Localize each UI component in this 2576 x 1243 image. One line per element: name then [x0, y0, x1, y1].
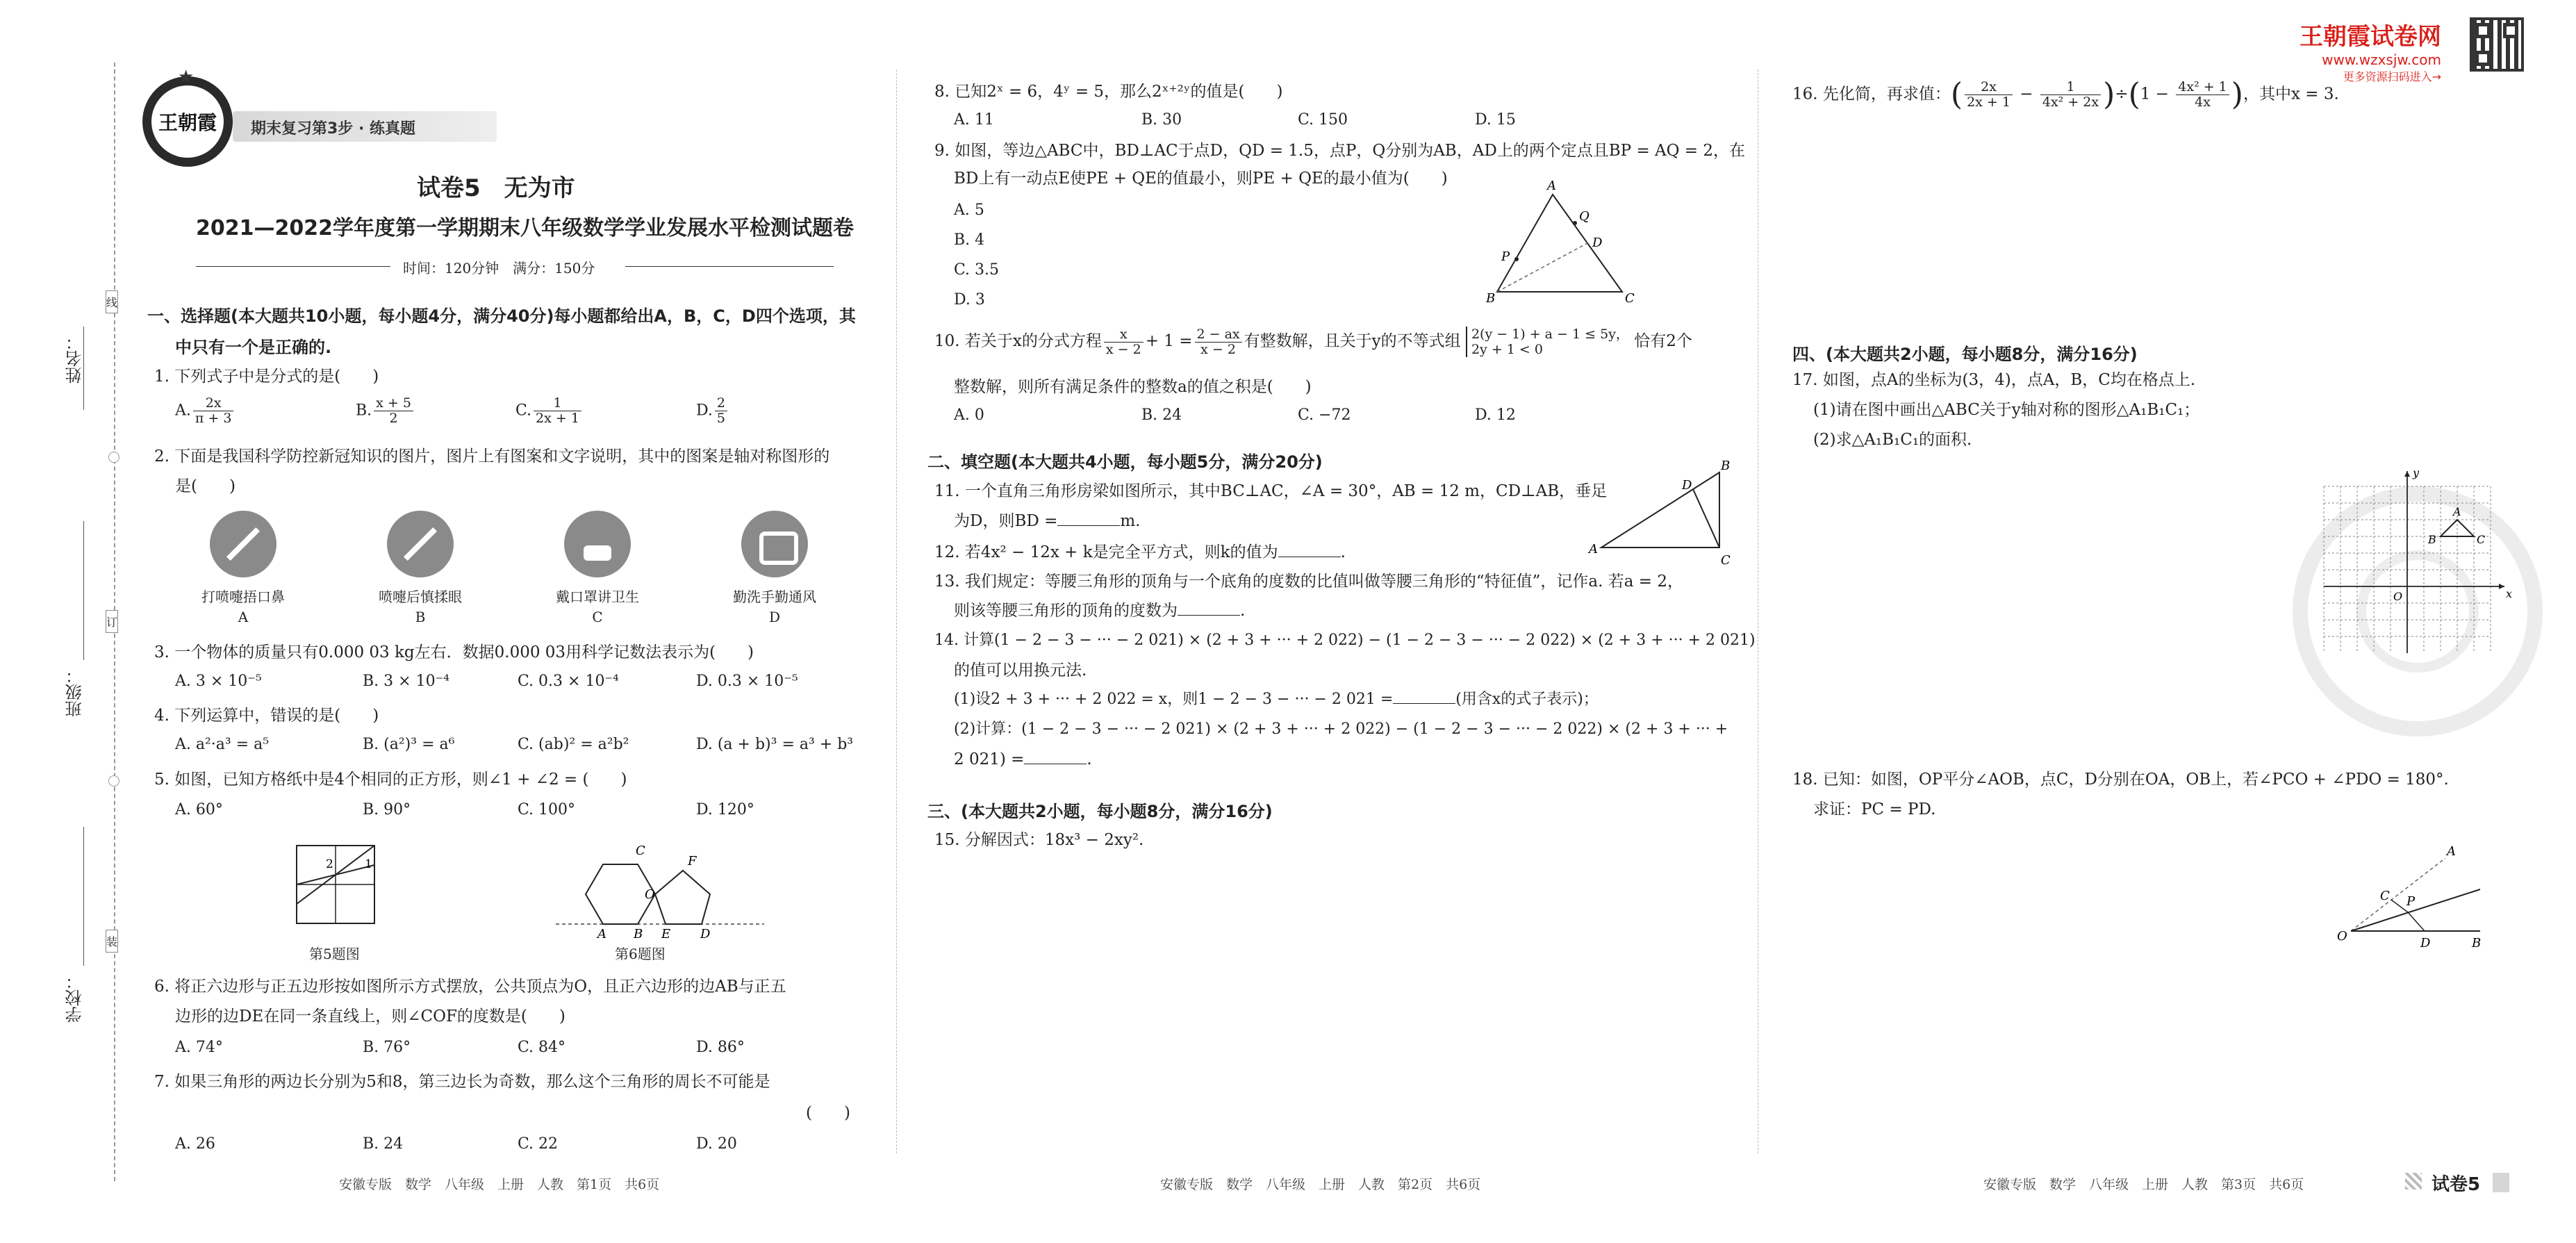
q3-option-c[interactable]: C. 0.3 × 10⁻⁴	[518, 673, 619, 690]
question-12: 12. 若4x² − 12x + k是完全平方式，则k的值为 .	[934, 541, 1346, 564]
q9-option-c[interactable]: C. 3.5	[954, 261, 1000, 279]
svg-text:C: C	[1625, 291, 1635, 306]
q5-option-c[interactable]: C. 100°	[518, 801, 576, 818]
svg-text:A: A	[1589, 542, 1598, 557]
class-field[interactable]	[63, 667, 90, 778]
q1-option-a[interactable]: A. $\frac{2x}{\pi + 3}$	[175, 396, 236, 426]
q7-option-d[interactable]: D. 20	[696, 1135, 737, 1153]
q15-answer-area[interactable]	[934, 862, 1699, 1153]
q4-option-a[interactable]: A. a²·a³ = a⁵	[175, 736, 270, 753]
q2-image-d[interactable]	[733, 511, 816, 629]
q2-caption-d: 勤洗手勤通风	[733, 588, 816, 605]
svg-text:2: 2	[326, 857, 333, 871]
binding-mark-3: 装	[106, 930, 118, 953]
column-divider-1	[896, 69, 897, 1153]
question-17-part-1: (1)请在图中画出△ABC关于y轴对称的图形△A₁B₁C₁；	[1813, 401, 2200, 419]
footer-page-2: 安徽专版 数学 八年级 上册 人教 第2页 共6页	[1160, 1177, 1481, 1192]
svg-text:x: x	[2506, 587, 2513, 600]
q14-part-1-blank[interactable]	[1393, 688, 1455, 704]
figure-18-angle	[2334, 830, 2515, 955]
section-3-heading: 三、(本大题共2小题，每小题8分，满分16分)	[927, 802, 1273, 821]
q10-end: 恰有2个	[1634, 332, 1692, 350]
svg-text:C: C	[1721, 553, 1731, 568]
qr-code-icon[interactable]	[2470, 17, 2524, 72]
section-2-heading: 二、填空题(本大题共4小题，每小题5分，满分20分)	[927, 452, 1323, 472]
svg-text:O: O	[645, 887, 655, 902]
q7-option-c[interactable]: C. 22	[518, 1135, 559, 1153]
q1-option-d[interactable]: D. $\frac{2}{5}$	[696, 396, 729, 426]
figure-9-triangle	[1483, 177, 1650, 309]
q12-answer-blank[interactable]	[1278, 541, 1341, 557]
svg-text:D: D	[1592, 236, 1603, 250]
q9-option-b[interactable]: B. 4	[954, 231, 985, 249]
question-14-part-1: (1)设2 + 3 + ··· + 2 022 = x，则1 − 2 − 3 − ··· − 2 021 = (用含x的式子表示)；	[954, 688, 1599, 711]
q10-option-d[interactable]: D. 12	[1475, 406, 1516, 424]
question-11: 11. 一个直角三角形房梁如图所示，其中BC⊥AC，∠A = 30°，AB = 12 m，CD⊥AB，垂足	[934, 482, 1608, 500]
q2-image-b[interactable]	[379, 511, 462, 629]
name-field[interactable]	[63, 334, 90, 445]
q1-option-b[interactable]: B. $\frac{x + 5}{2}$	[356, 396, 415, 426]
figure-5-caption: 第5题图	[309, 946, 360, 962]
question-9: 9. 如图，等边△ABC中，BD⊥AC于点D，QD = 1.5，点P，Q分别为AB，AD上的两个定点且BP = AQ = 2，在	[934, 142, 1746, 160]
exam-meta-rule-right	[625, 266, 834, 267]
question-2-cont: 是( )	[175, 477, 236, 495]
question-17: 17. 如图，点A的坐标为(3，4)，点A，B，C均在格点上.	[1792, 371, 2196, 389]
figure-6-caption: 第6题图	[615, 946, 666, 962]
question-16: 16. 先化简，再求值：( $\frac{2x}{2x + 1}$ − $\frac{1}{\text{4x² + 2x}}$ )÷(1 − $\frac{\text{4x² + 1}}{4x}$ )，其中x = 3.	[1792, 76, 2339, 113]
q2-letter-d: D	[768, 609, 781, 625]
q2-letter-b: B	[415, 609, 426, 625]
site-logo	[2300, 17, 2441, 84]
question-11-cont: 为D，则BD = m.	[954, 509, 1141, 533]
question-3: 3. 一个物体的质量只有0.000 03 kg左右．数据0.000 03用科学记数法表示为( )	[154, 643, 754, 661]
question-10: 10. 若关于x的分式方程 $\frac{x}{x - 2}$ + 1 = $\frac{2 - ax}{x - 2}$ 有整数解，且关于y的不等式组 2(y − 1) + a − 1 ≤ 5y， 2y + 1 < 0 恰有2个	[934, 326, 1692, 357]
name-label: 姓名：	[65, 334, 85, 384]
page-corner-marker	[2405, 1173, 2422, 1190]
binding-mark-1: 线	[106, 290, 118, 313]
q2-image-c[interactable]	[556, 511, 639, 629]
question-1: 1. 下列式子中是分式的是( )	[154, 368, 379, 386]
exam-meta: 时间：120分钟 满分：150分	[403, 260, 595, 277]
q10-option-b[interactable]: B. 24	[1141, 406, 1182, 424]
brand-badge-text: 王朝霞	[158, 111, 217, 134]
exam-title: 试卷5 无为市	[417, 174, 575, 202]
q2-letter-a: A	[238, 609, 249, 625]
q10-option-a[interactable]: A. 0	[954, 406, 984, 424]
q1-options	[175, 396, 800, 438]
svg-text:P: P	[2406, 894, 2416, 909]
svg-text:D: D	[700, 927, 711, 941]
svg-text:B: B	[2472, 936, 2482, 950]
exam-subtitle: 2021—2022学年度第一学期期末八年级数学学业发展水平检测试题卷	[196, 216, 854, 240]
q2-letter-c: C	[592, 609, 603, 625]
hand-wash-icon	[741, 511, 808, 577]
q9-option-a[interactable]: A. 5	[954, 201, 984, 219]
svg-text:1: 1	[365, 857, 372, 871]
paper-tag-bar	[2493, 1173, 2509, 1192]
q10-mid: + 1 =	[1145, 332, 1193, 350]
binding-hole-2	[108, 775, 119, 787]
svg-text:A: A	[2447, 844, 2456, 859]
figure-11-triangle	[1587, 459, 1733, 570]
q3-option-b[interactable]: B. 3 × 10⁻⁴	[363, 673, 449, 690]
q2-caption-b: 喷嚏后慎揉眼	[379, 588, 462, 605]
q10-system: 2(y − 1) + a − 1 ≤ 5y， 2y + 1 < 0	[1466, 327, 1629, 357]
question-13-cont: 则该等腰三角形的顶角的度数为 .	[954, 599, 1245, 623]
step-label: 期末复习第3步 · 练真题	[251, 120, 415, 138]
svg-text:D: D	[2420, 936, 2431, 950]
name-underline	[83, 327, 84, 410]
site-url[interactable]: www.wzxsjw.com	[2322, 51, 2441, 68]
svg-text:A: A	[1547, 179, 1556, 193]
svg-text:B: B	[2428, 533, 2436, 546]
question-18: 18. 已知：如图，OP平分∠AOB，点C，D分别在OA，OB上，若∠PCO + ∠PDO = 180°.	[1792, 771, 2449, 789]
figure-6-hexagon-pentagon	[556, 837, 764, 941]
q11-answer-blank[interactable]	[1057, 510, 1120, 526]
question-17-part-2: (2)求△A₁B₁C₁的面积.	[1813, 431, 1972, 449]
question-14-part-2: (2)计算：(1 − 2 − 3 − ··· − 2 021) × (2 + 3 + ··· + 2 022) − (1 − 2 − 3 − ··· − 2 022) × (2 + 3 + ··· +	[954, 721, 1728, 738]
q5-option-d[interactable]: D. 120°	[696, 801, 754, 818]
q5-option-b[interactable]: B. 90°	[363, 801, 411, 818]
q4-option-b[interactable]: B. (a²)³ = a⁶	[363, 736, 455, 753]
q3-option-d[interactable]: D. 0.3 × 10⁻⁵	[696, 673, 798, 690]
q10-prefix: 10. 若关于x的分式方程	[934, 332, 1102, 350]
question-7: 7. 如果三角形的两边长分别为5和8，第三边长为奇数，那么这个三角形的周长不可能是	[154, 1073, 770, 1091]
cover-sneeze-icon	[210, 511, 276, 577]
q7-option-a[interactable]: A. 26	[175, 1135, 215, 1153]
q6-option-a[interactable]: A. 74°	[175, 1039, 223, 1056]
footer-page-3: 安徽专版 数学 八年级 上册 人教 第3页 共6页	[1983, 1177, 2304, 1192]
section-1-heading-cont: 中只有一个是正确的.	[175, 338, 332, 357]
q8-option-c[interactable]: C. 150	[1298, 111, 1348, 129]
svg-text:C: C	[2380, 889, 2390, 903]
brand-badge	[142, 76, 233, 167]
school-label: 学校：	[65, 973, 85, 1023]
step-banner	[233, 111, 497, 142]
site-tagline: 更多资源扫码进入→	[2343, 70, 2441, 83]
q13-answer-blank[interactable]	[1178, 600, 1240, 616]
question-14: 14. 计算(1 − 2 − 3 − ··· − 2 021) × (2 + 3 + ··· + 2 022) − (1 − 2 − 3 − ··· − 2 022) × (2 + 3 + ··· + 2 021)	[934, 632, 1756, 649]
q2-image-a[interactable]	[201, 511, 285, 629]
question-14-part-2-cont: 2 021) = .	[954, 748, 1092, 771]
face-mask-icon	[564, 511, 631, 577]
q10-option-c[interactable]: C. −72	[1298, 406, 1351, 424]
svg-text:O: O	[2337, 929, 2347, 944]
question-15: 15. 分解因式：18x³ − 2xy².	[934, 831, 1144, 849]
svg-text:C: C	[2477, 533, 2486, 546]
q8-option-d[interactable]: D. 15	[1475, 111, 1516, 129]
q3-option-a[interactable]: A. 3 × 10⁻⁵	[175, 673, 262, 690]
question-13: 13. 我们规定：等腰三角形的顶角与一个底角的度数的比值叫做等腰三角形的“特征值”，记作a. 若a = 2，	[934, 573, 1683, 591]
paper-tag: 试卷5	[2431, 1174, 2481, 1195]
question-9-cont: BD上有一动点E使PE + QE的值最小，则PE + QE的最小值为( )	[954, 170, 1448, 188]
q1-option-c[interactable]: C. $\frac{1}{2x + 1}$	[515, 396, 584, 426]
svg-text:E: E	[661, 927, 671, 941]
footer-page-1: 安徽专版 数学 八年级 上册 人教 第1页 共6页	[339, 1177, 660, 1192]
q16-answer-area[interactable]	[1792, 139, 2522, 327]
svg-text:P: P	[1501, 249, 1510, 264]
svg-text:Q: Q	[1579, 209, 1590, 224]
school-underline	[83, 827, 84, 966]
question-2: 2. 下面是我国科学防控新冠知识的图片，图片上有图案和文字说明，其中的图案是轴对称图形的	[154, 447, 830, 466]
svg-text:A: A	[2453, 505, 2461, 518]
question-6: 6. 将正六边形与正五边形按如图所示方式摆放，公共顶点为O，且正六边形的边AB与正五	[154, 978, 786, 996]
no-eye-rub-icon	[387, 511, 454, 577]
q9-option-d[interactable]: D. 3	[954, 291, 985, 308]
svg-text:A: A	[597, 927, 606, 941]
q2-caption-c: 戴口罩讲卫生	[556, 588, 639, 605]
question-6-cont: 边形的边DE在同一条直线上，则∠COF的度数是( )	[175, 1007, 565, 1026]
figure-17-grid	[2317, 466, 2518, 660]
svg-text:O: O	[2393, 590, 2403, 603]
question-8: 8. 已知2ˣ = 6，4ʸ = 5，那么2ˣ⁺²ʸ的值是( )	[934, 83, 1283, 101]
binding-mark-2: 订	[106, 610, 118, 633]
section-4-heading: 四、(本大题共2小题，每小题8分，满分16分)	[1792, 345, 2138, 364]
q10-post: 有整数解，且关于y的不等式组	[1244, 332, 1461, 350]
question-14-cont: 的值可以用换元法.	[954, 661, 1087, 680]
question-7-paren: ( )	[806, 1104, 850, 1122]
exam-meta-rule-left	[196, 266, 390, 267]
section-1-heading: 一、选择题(本大题共10小题，每小题4分，满分40分)每小题都给出A，B，C，D四个选项，其	[147, 306, 856, 326]
q8-option-b[interactable]: B. 30	[1141, 111, 1182, 129]
svg-text:B: B	[634, 927, 643, 941]
star-icon: ★	[178, 67, 195, 88]
q6-option-d[interactable]: D. 86°	[696, 1039, 745, 1056]
q14-part-2-blank[interactable]	[1024, 748, 1087, 764]
class-label: 班级：	[65, 667, 85, 717]
svg-text:C: C	[636, 843, 645, 858]
svg-text:y: y	[2413, 466, 2420, 479]
figure-5-grid	[295, 844, 386, 928]
svg-text:B: B	[1721, 459, 1731, 473]
binding-hole-1	[108, 452, 119, 463]
question-18-cont: 求证：PC = PD.	[1813, 800, 1936, 818]
svg-text:D: D	[1682, 478, 1692, 493]
q7-option-b[interactable]: B. 24	[363, 1135, 404, 1153]
question-5: 5. 如图，已知方格纸中是4个相同的正方形，则∠1 + ∠2 = ( )	[154, 771, 627, 789]
q8-option-a[interactable]: A. 11	[954, 111, 994, 129]
svg-text:F: F	[688, 854, 697, 869]
q5-option-a[interactable]: A. 60°	[175, 801, 223, 818]
school-field[interactable]	[63, 973, 90, 1084]
q4-option-d[interactable]: D. (a + b)³ = a³ + b³	[696, 736, 854, 753]
q4-option-c[interactable]: C. (ab)² = a²b²	[518, 736, 629, 753]
q2-caption-a: 打喷嚏捂口鼻	[201, 588, 285, 605]
site-name: 王朝霞试卷网	[2300, 23, 2441, 51]
question-4: 4. 下列运算中，错误的是( )	[154, 707, 379, 725]
svg-text:B: B	[1486, 291, 1496, 306]
class-underline	[83, 521, 84, 660]
q6-option-b[interactable]: B. 76°	[363, 1039, 411, 1056]
q6-option-c[interactable]: C. 84°	[518, 1039, 566, 1056]
question-10-cont: 整数解，则所有满足条件的整数a的值之积是( )	[954, 378, 1312, 396]
